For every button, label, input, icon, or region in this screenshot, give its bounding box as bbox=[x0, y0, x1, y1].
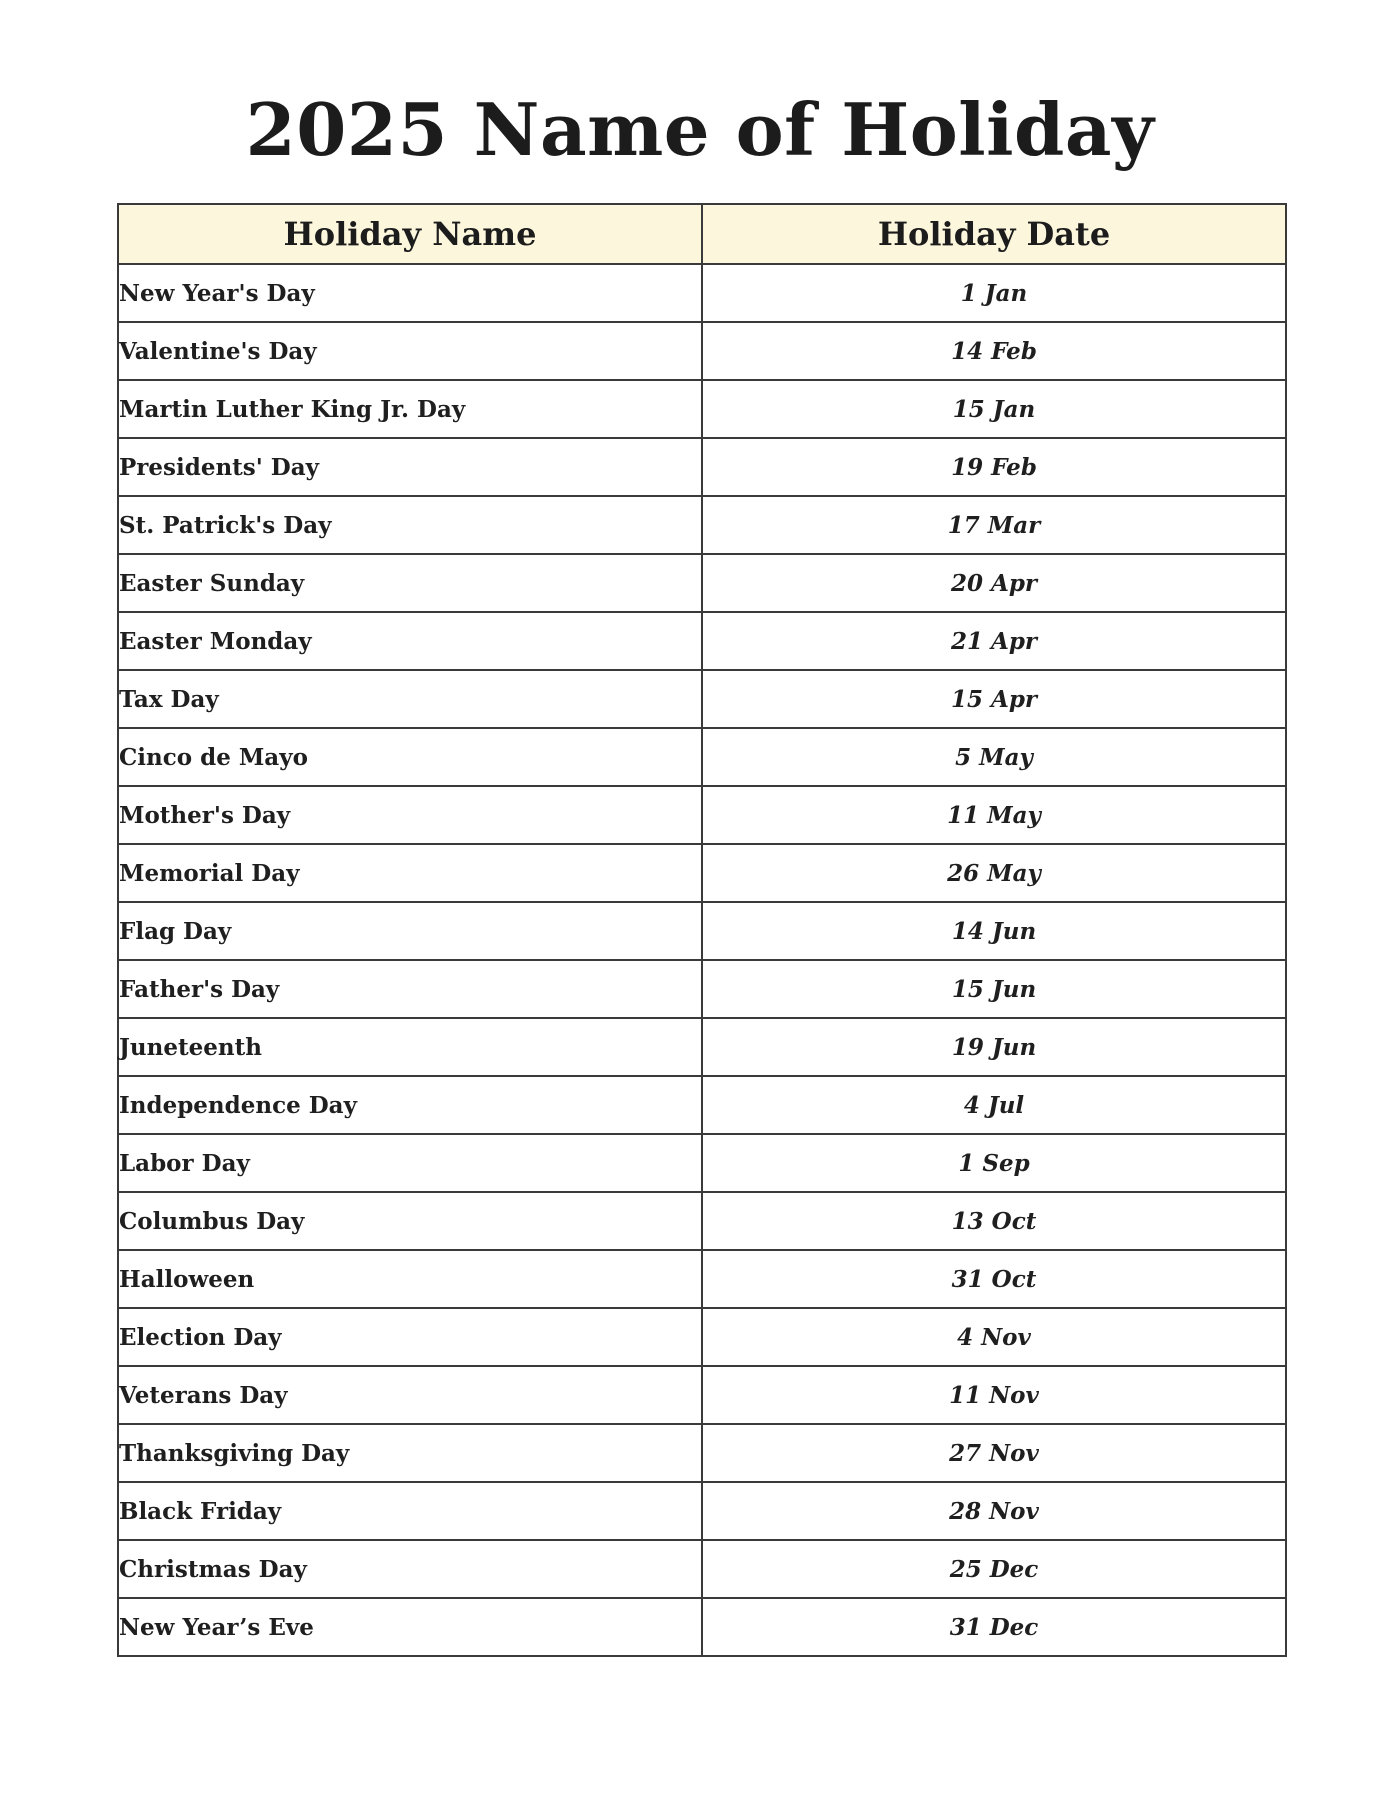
holiday-date-cell: 31 Oct bbox=[702, 1250, 1286, 1308]
holiday-date-cell: 5 May bbox=[702, 728, 1286, 786]
holiday-name-cell: Memorial Day bbox=[118, 844, 702, 902]
holiday-date-cell: 20 Apr bbox=[702, 554, 1286, 612]
holiday-name-cell: New Year’s Eve bbox=[118, 1598, 702, 1656]
holiday-name-cell: Black Friday bbox=[118, 1482, 702, 1540]
holiday-date-cell: 17 Mar bbox=[702, 496, 1286, 554]
holiday-name-cell: Christmas Day bbox=[118, 1540, 702, 1598]
holiday-name-cell: Juneteenth bbox=[118, 1018, 702, 1076]
holiday-date-cell: 11 May bbox=[702, 786, 1286, 844]
page-title: 2025 Name of Holiday bbox=[245, 87, 1155, 172]
holiday-date-cell: 19 Feb bbox=[702, 438, 1286, 496]
table-row bbox=[118, 612, 1286, 670]
holiday-table bbox=[117, 203, 1287, 1657]
holiday-name-cell: Columbus Day bbox=[118, 1192, 702, 1250]
table-row bbox=[118, 496, 1286, 554]
table-row bbox=[118, 322, 1286, 380]
table-row bbox=[118, 902, 1286, 960]
holiday-date-cell: 1 Jan bbox=[702, 264, 1286, 322]
header-holiday-name: Holiday Name bbox=[118, 204, 702, 264]
holiday-name-cell: New Year's Day bbox=[118, 264, 702, 322]
holiday-name-cell: Labor Day bbox=[118, 1134, 702, 1192]
holiday-date-cell: 15 Jun bbox=[702, 960, 1286, 1018]
holiday-name-cell: Thanksgiving Day bbox=[118, 1424, 702, 1482]
table-row bbox=[118, 728, 1286, 786]
table-header bbox=[118, 204, 1286, 264]
holiday-name-cell: St. Patrick's Day bbox=[118, 496, 702, 554]
holiday-name-cell: Tax Day bbox=[118, 670, 702, 728]
holiday-name-cell: Easter Monday bbox=[118, 612, 702, 670]
holiday-date-cell: 4 Nov bbox=[702, 1308, 1286, 1366]
holiday-date-cell: 14 Feb bbox=[702, 322, 1286, 380]
table-row bbox=[118, 1192, 1286, 1250]
table-row bbox=[118, 1134, 1286, 1192]
table-row bbox=[118, 380, 1286, 438]
table-body bbox=[118, 264, 1286, 1656]
holiday-date-cell: 4 Jul bbox=[702, 1076, 1286, 1134]
table-row bbox=[118, 1250, 1286, 1308]
holiday-name-cell: Father's Day bbox=[118, 960, 702, 1018]
holiday-date-cell: 31 Dec bbox=[702, 1598, 1286, 1656]
holiday-date-cell: 25 Dec bbox=[702, 1540, 1286, 1598]
holiday-name-cell: Mother's Day bbox=[118, 786, 702, 844]
holiday-date-cell: 11 Nov bbox=[702, 1366, 1286, 1424]
table-row bbox=[118, 670, 1286, 728]
holiday-date-cell: 28 Nov bbox=[702, 1482, 1286, 1540]
table-row bbox=[118, 1482, 1286, 1540]
holiday-name-cell: Flag Day bbox=[118, 902, 702, 960]
table-row bbox=[118, 1308, 1286, 1366]
holiday-name-cell: Valentine's Day bbox=[118, 322, 702, 380]
holiday-date-cell: 21 Apr bbox=[702, 612, 1286, 670]
holiday-name-cell: Election Day bbox=[118, 1308, 702, 1366]
table-row bbox=[118, 960, 1286, 1018]
holiday-name-cell: Martin Luther King Jr. Day bbox=[118, 380, 702, 438]
holiday-name-cell: Cinco de Mayo bbox=[118, 728, 702, 786]
holiday-date-cell: 14 Jun bbox=[702, 902, 1286, 960]
holiday-name-cell: Veterans Day bbox=[118, 1366, 702, 1424]
holiday-name-cell: Easter Sunday bbox=[118, 554, 702, 612]
holiday-date-cell: 19 Jun bbox=[702, 1018, 1286, 1076]
holiday-date-cell: 15 Jan bbox=[702, 380, 1286, 438]
holiday-date-cell: 1 Sep bbox=[702, 1134, 1286, 1192]
holiday-name-cell: Independence Day bbox=[118, 1076, 702, 1134]
holiday-name-cell: Presidents' Day bbox=[118, 438, 702, 496]
header-holiday-date: Holiday Date bbox=[702, 204, 1286, 264]
table-row bbox=[118, 786, 1286, 844]
table-row bbox=[118, 1598, 1286, 1656]
header-row bbox=[118, 204, 1286, 264]
table-row bbox=[118, 1018, 1286, 1076]
table-row bbox=[118, 1076, 1286, 1134]
table-row bbox=[118, 1540, 1286, 1598]
holiday-date-cell: 27 Nov bbox=[702, 1424, 1286, 1482]
table-row bbox=[118, 1366, 1286, 1424]
table-row bbox=[118, 844, 1286, 902]
table-row bbox=[118, 438, 1286, 496]
table-row bbox=[118, 264, 1286, 322]
holiday-name-cell: Halloween bbox=[118, 1250, 702, 1308]
holiday-date-cell: 15 Apr bbox=[702, 670, 1286, 728]
holiday-date-cell: 26 May bbox=[702, 844, 1286, 902]
table-row bbox=[118, 554, 1286, 612]
table-row bbox=[118, 1424, 1286, 1482]
holiday-date-cell: 13 Oct bbox=[702, 1192, 1286, 1250]
